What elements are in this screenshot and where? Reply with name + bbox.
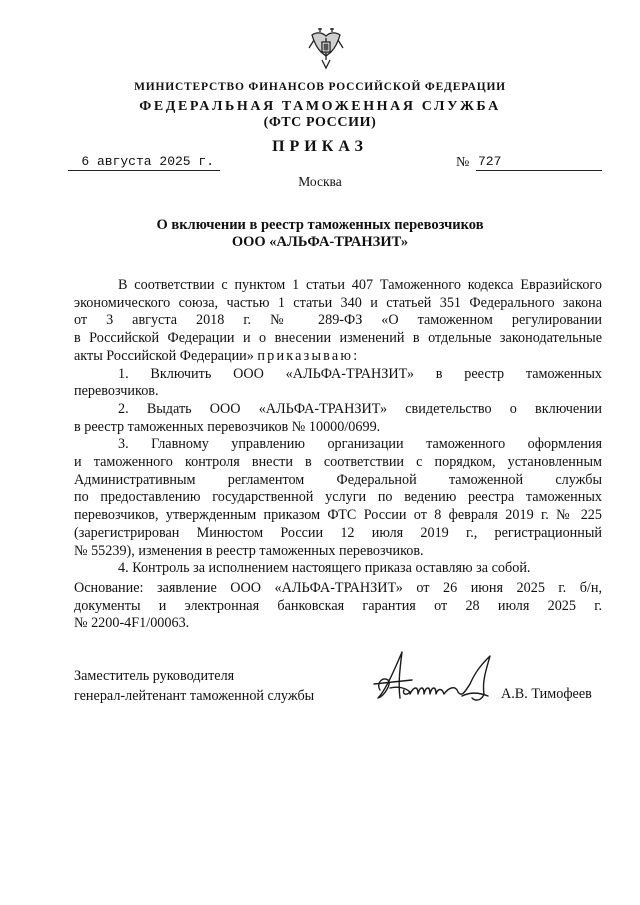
basis-line: Основание: заявление ООО «АЛЬФА-ТРАНЗИТ» от 26 июня 2025 г. б/н,: [74, 580, 602, 596]
service-short-name: (ФТС РОССИИ): [263, 115, 377, 130]
item-3-line: и таможенного контроля внести в соответствии с порядком, установленным: [74, 454, 602, 471]
body-line: В соответствии с пунктом 1 статьи 407 Таможенного кодекса Евразийского: [118, 277, 602, 293]
position-line-2: генерал-лейтенант таможенной службы: [74, 687, 315, 704]
document-type: ПРИКАЗ: [272, 138, 368, 155]
intro-end: акты Российской Федерации»: [74, 347, 254, 364]
subject-line-1: О включении в реестр таможенных перевозчиков: [156, 217, 484, 233]
position-line-1: Заместитель руководителя: [74, 668, 235, 684]
item-3-line: № 55239), изменения в реестр таможенных перевозчиков.: [74, 542, 424, 559]
basis-block: [74, 580, 602, 633]
basis-line: документы и электронная банковская гарантия от 28 июля 2025 г.: [74, 597, 602, 614]
document-date: 6 августа 2025 г.: [68, 154, 220, 171]
subject-line-2: ООО «АЛЬФА-ТРАНЗИТ»: [231, 234, 409, 250]
item-3-line: (зарегистрирован Минюстом России 12 июля 2019 г., регистрационный: [74, 524, 602, 541]
body-line: [74, 348, 602, 366]
item-4-line: 4. Контроль за исполнением настоящего приказа оставляю за собой.: [118, 560, 531, 577]
basis-line: № 2200-4F1/00063.: [74, 615, 190, 632]
item-1-line: 1. Включить ООО «АЛЬФА-ТРАНЗИТ» в реестр таможенных: [118, 365, 602, 382]
body-line: от 3 августа 2018 г. № 289-ФЗ «О таможенном регулировании: [74, 312, 602, 329]
signatory-position: [74, 667, 314, 706]
item-3-line: перевозчиков, утвержденным приказом ФТС России от 8 февраля 2019 г. № 225: [74, 507, 602, 524]
item-2-line: в реестр таможенных перевозчиков № 10000/0699.: [74, 418, 381, 435]
coat-of-arms-icon: [308, 26, 344, 70]
signatory-name: А.В. Тимофеев: [501, 686, 592, 702]
body-line: в Российской Федерации и о внесении изменений в отдельные законодательные: [74, 330, 602, 347]
order-word: приказываю:: [257, 347, 360, 364]
item-1-line: перевозчиков.: [74, 383, 159, 400]
item-3-line: 3. Главному управлению организации таможенного оформления: [118, 436, 602, 453]
item-3-line: по предоставлению государственной услуги по ведению реестра таможенных: [74, 489, 602, 506]
item-3-line: Административным регламентом Федеральной таможенной службы: [74, 471, 602, 488]
ministry-name: МИНИСТЕРСТВО ФИНАНСОВ РОССИЙСКОЙ ФЕДЕРАЦИИ: [134, 81, 506, 93]
handwritten-signature-icon: [366, 640, 506, 720]
document-number: 727: [476, 154, 602, 171]
body-line: экономического союза, частью 1 статьи 340 и статьей 351 Федерального закона: [74, 294, 602, 311]
service-name: ФЕДЕРАЛЬНАЯ ТАМОЖЕННАЯ СЛУЖБА: [139, 99, 501, 114]
document-city: Москва: [298, 174, 342, 189]
number-sign: №: [456, 155, 470, 170]
order-body: [74, 277, 602, 578]
item-2-line: 2. Выдать ООО «АЛЬФА-ТРАНЗИТ» свидетельство о включении: [118, 400, 602, 417]
